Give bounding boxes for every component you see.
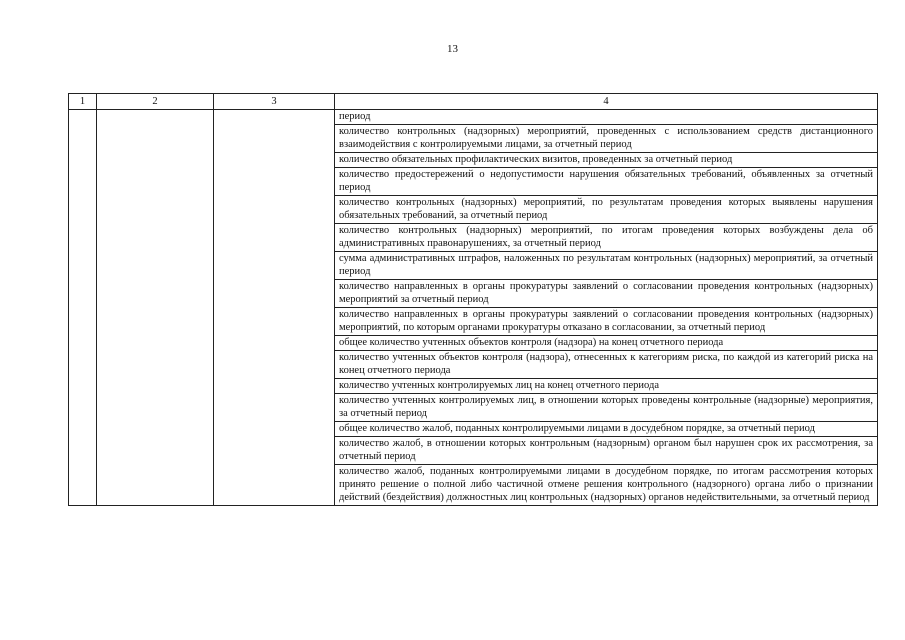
indicator-cell: количество учтенных объектов контроля (надзора), отнесенных к категориям риска, по каждой из категорий риска на конец отчетного периода [335, 351, 878, 379]
indicator-cell: количество направленных в органы прокуратуры заявлений о согласовании проведения контрольных (надзорных) мероприятий за отчетный период [335, 280, 878, 308]
column-2-cell [97, 110, 214, 506]
column-1-cell [69, 110, 97, 506]
column-header-3: 3 [214, 94, 335, 110]
table-row [69, 110, 878, 125]
indicators-table [68, 93, 878, 506]
column-header-2: 2 [97, 94, 214, 110]
indicator-cell: количество жалоб, в отношении которых контрольным (надзорным) органом был нарушен срок их рассмотрения, за отчетный период [335, 437, 878, 465]
indicator-cell: количество предостережений о недопустимости нарушения обязательных требований, объявленных за отчетный период [335, 168, 878, 196]
column-3-cell [214, 110, 335, 506]
column-header-1: 1 [69, 94, 97, 110]
indicator-cell: количество контрольных (надзорных) мероприятий, проведенных с использованием средств дистанционного взаимодействия с контролируемыми лицами, за отчетный период [335, 125, 878, 153]
indicator-cell: количество контрольных (надзорных) мероприятий, по итогам проведения которых возбуждены дела об административных правонарушениях, за отчетный период [335, 224, 878, 252]
indicator-cell: количество контрольных (надзорных) мероприятий, по результатам проведения которых выявлены нарушения обязательных требований, за отчетный период [335, 196, 878, 224]
column-header-4: 4 [335, 94, 878, 110]
indicator-cell: количество учтенных контролируемых лиц, в отношении которых проведены контрольные (надзорные) мероприятия, за отчетный период [335, 394, 878, 422]
page-number: 13 [447, 43, 458, 55]
indicator-cell: сумма административных штрафов, наложенных по результатам контрольных (надзорных) мероприятий, за отчетный период [335, 252, 878, 280]
indicator-cell: количество учтенных контролируемых лиц на конец отчетного периода [335, 379, 878, 394]
indicator-cell: общее количество учтенных объектов контроля (надзора) на конец отчетного периода [335, 336, 878, 351]
indicator-cell: количество обязательных профилактических визитов, проведенных за отчетный период [335, 153, 878, 168]
indicator-cell: период [335, 110, 878, 125]
indicator-cell: общее количество жалоб, поданных контролируемыми лицами в досудебном порядке, за отчетный период [335, 422, 878, 437]
indicator-cell: количество жалоб, поданных контролируемыми лицами в досудебном порядке, по итогам рассмотрения которых принято решение о полной либо частичной отмене решения контрольного (надзорного) органа либо о признании действий (бездействия) должностных лиц контрольных (надзорных) органов недействительными, за отчетный период [335, 465, 878, 506]
table-header-row [69, 94, 878, 110]
indicator-cell: количество направленных в органы прокуратуры заявлений о согласовании проведения контрольных (надзорных) мероприятий, по которым органами прокуратуры отказано в согласовании, за отчетный период [335, 308, 878, 336]
